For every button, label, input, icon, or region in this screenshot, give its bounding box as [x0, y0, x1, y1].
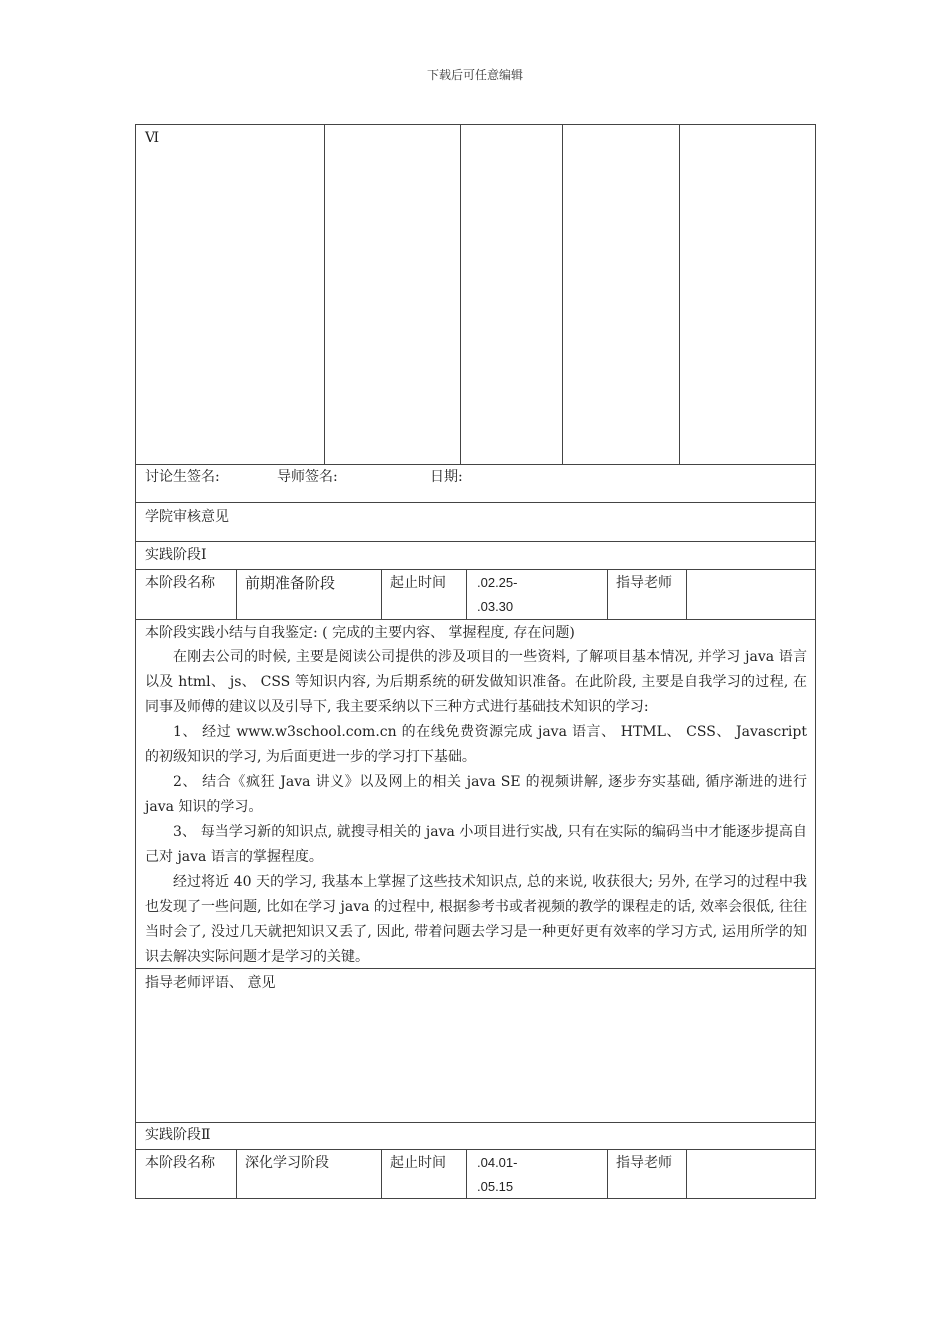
row-divider	[135, 968, 816, 969]
stage1-name-value: 前期准备阶段	[245, 574, 336, 592]
top-table-frame	[135, 124, 816, 465]
stage2-time-start: .04.01-	[477, 1155, 518, 1170]
stage2-title: 实践阶段Ⅱ	[145, 1127, 211, 1143]
column-divider	[460, 124, 461, 465]
advisor-signature-label: 导师签名:	[277, 469, 338, 485]
column-divider	[686, 569, 687, 619]
row-divider	[135, 619, 816, 620]
row-divider	[135, 502, 816, 503]
column-divider	[607, 1149, 608, 1199]
stage1-summary-title: 本阶段实践小结与自我鉴定: ( 完成的主要内容、 掌握程度, 存在问题)	[145, 625, 575, 641]
column-divider	[236, 569, 237, 619]
student-signature-label: 讨论生签名:	[145, 469, 220, 485]
date-label: 日期:	[430, 469, 463, 485]
teacher-comment-label: 指导老师评语、 意见	[145, 975, 276, 991]
stage2-time-end: .05.15	[477, 1179, 514, 1194]
summary-paragraph: 经过将近 40 天的学习, 我基本上掌握了这些技术知识点, 总的来说, 收获很大; 另外, 在学习的过程中我也发现了一些问题, 比如在学习 java 的过程中, 根据参考书或者视频的教学的课程走的话, 效率会很低, 往往当时会了, 没过几天就把知识又丢了, 因此, 带着问题去学习是一种更好更有效率的学习方式, 运用所学的知识去解决实际问题才是学习的关键。	[145, 874, 807, 965]
row-divider	[135, 569, 816, 570]
summary-paragraph: 在刚去公司的时候, 主要是阅读公司提供的涉及项目的一些资料, 了解项目基本情况, 并学习 java 语言以及 html、 js、 CSS 等知识内容, 为后期系统的研发做知识准备。在此阶段, 主要是自我学习的过程, 在同事及师傅的建议以及引导下, 我主要采纳以下三种方式进行基础技术知识的学习:	[145, 649, 807, 715]
stage1-teacher-label: 指导老师	[616, 575, 672, 591]
stage1-name-label: 本阶段名称	[145, 575, 215, 591]
summary-paragraph: 1、 经过 www.w3school.com.cn 的在线免费资源完成 java 语言、 HTML、 CSS、 Javascript 的初级知识的学习, 为后面更进一步的学习打下基础。	[145, 724, 807, 765]
column-divider	[381, 1149, 382, 1199]
header-note: 下载后可任意编辑	[426, 68, 523, 82]
stage1-time-start: .02.25-	[477, 575, 518, 590]
stage1-time-label: 起止时间	[390, 575, 446, 591]
column-divider	[381, 569, 382, 619]
row-divider	[135, 1122, 816, 1123]
column-divider	[466, 569, 467, 619]
stage2-time-label: 起止时间	[390, 1155, 446, 1171]
summary-paragraph: 3、 每当学习新的知识点, 就搜寻相关的 java 小项目进行实战, 只有在实际的编码当中才能逐步提高自己对 java 语言的掌握程度。	[145, 824, 807, 865]
column-divider	[466, 1149, 467, 1199]
column-divider	[324, 124, 325, 465]
stage1-title: 实践阶段Ⅰ	[145, 547, 207, 563]
stage2-teacher-label: 指导老师	[616, 1155, 672, 1171]
row-divider	[135, 1149, 816, 1150]
column-divider	[686, 1149, 687, 1199]
row-label: Ⅵ	[145, 130, 160, 146]
stage2-name-value: 深化学习阶段	[245, 1155, 329, 1171]
stage1-summary-body	[145, 645, 807, 970]
stage2-name-label: 本阶段名称	[145, 1155, 215, 1171]
college-review-label: 学院审核意见	[145, 509, 229, 525]
column-divider	[562, 124, 563, 465]
summary-paragraph: 2、 结合《疯狂 Java 讲义》以及网上的相关 java SE 的视频讲解, 逐步夯实基础, 循序渐进的进行 java 知识的学习。	[145, 774, 807, 815]
column-divider	[236, 1149, 237, 1199]
row-divider	[135, 541, 816, 542]
column-divider	[607, 569, 608, 619]
column-divider	[679, 124, 680, 465]
stage1-time-end: .03.30	[477, 599, 514, 614]
